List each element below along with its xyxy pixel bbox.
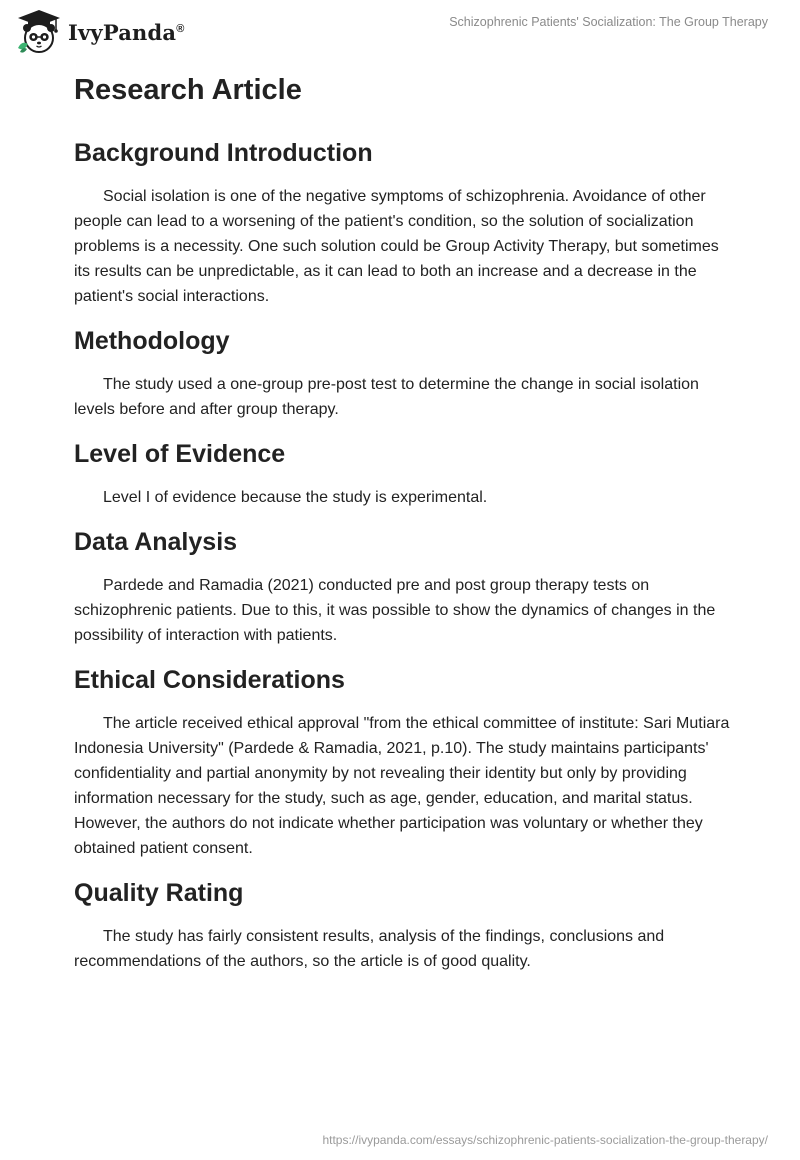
section-background-introduction	[74, 136, 734, 309]
document-title: Schizophrenic Patients' Socialization: The Group Therapy	[449, 15, 768, 29]
section-data-analysis	[74, 525, 734, 648]
section-heading: Data Analysis	[74, 528, 238, 556]
section-level-of-evidence	[74, 437, 734, 510]
section-heading: Methodology	[74, 327, 230, 355]
section-paragraph: The study has fairly consistent results, analysis of the findings, conclusions and recommendations of the authors, so the article is of good quality.	[74, 928, 665, 970]
panda-graduate-icon	[14, 8, 64, 54]
article-body	[74, 70, 734, 989]
section-heading: Background Introduction	[74, 139, 373, 167]
section-ethical-considerations	[74, 663, 734, 861]
section-heading: Ethical Considerations	[74, 666, 345, 694]
section-heading: Level of Evidence	[74, 440, 286, 468]
section-paragraph: The study used a one-group pre-post test to determine the change in social isolation levels before and after group therapy.	[74, 376, 699, 418]
ivypanda-logo[interactable]	[14, 8, 185, 54]
brand-name: IvyPanda®	[68, 19, 185, 45]
registered-mark: ®	[176, 22, 185, 35]
section-methodology	[74, 324, 734, 422]
source-url-link[interactable]: https://ivypanda.com/essays/schizophrenic-patients-socialization-the-group-therapy/	[322, 1133, 768, 1147]
section-paragraph: The article received ethical approval "from the ethical committee of institute: Sari Mutiara Indonesia University" (Pardede & Ramadia, 2021, p.10). The study maintains participants' confidentiality and partial anonymity by not revealing their identity but only by providing information necessary for the study, such as age, gender, education, and marital status. However, the authors do not indicate whether participation was voluntary or whether they obtained patient consent.	[74, 715, 730, 857]
section-paragraph: Pardede and Ramadia (2021) conducted pre and post group therapy tests on schizophrenic patients. Due to this, it was possible to show the dynamics of changes in the possibility of interaction with patients.	[74, 577, 716, 644]
article-title: Research Article	[74, 74, 302, 106]
section-heading: Quality Rating	[74, 879, 244, 907]
section-quality-rating	[74, 876, 734, 974]
section-paragraph: Level I of evidence because the study is experimental.	[103, 489, 488, 506]
section-paragraph: Social isolation is one of the negative symptoms of schizophrenia. Avoidance of other people can lead to a worsening of the patient's condition, so the solution of socialization problems is a necessity. One such solution could be Group Activity Therapy, but sometimes its results can be unpredictable, as it can lead to both an increase and a decrease in the patient's social interactions.	[74, 188, 719, 305]
page-header	[0, 0, 800, 60]
